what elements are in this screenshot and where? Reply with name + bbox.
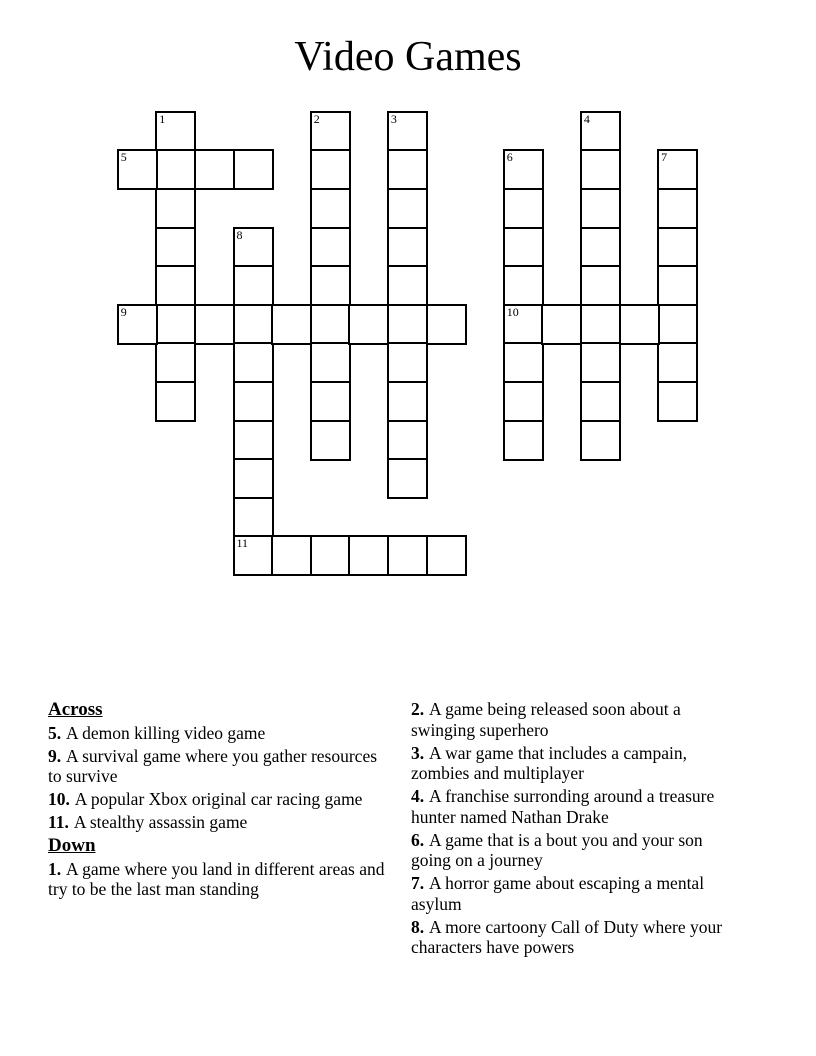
grid-cell[interactable]	[657, 304, 698, 345]
clue-item	[411, 830, 727, 871]
cell-number: 10	[506, 304, 519, 319]
clue-number: 9.	[48, 745, 62, 766]
clues-column-right	[411, 699, 727, 960]
grid-cell[interactable]	[503, 420, 544, 461]
grid-cell[interactable]	[233, 304, 274, 345]
clue-number: 6.	[411, 829, 425, 850]
clue-item	[411, 873, 727, 914]
clue-item	[48, 746, 386, 787]
grid-cell[interactable]	[657, 227, 698, 268]
clue-text: A game that is a bout you and your son going on a journey	[411, 829, 703, 870]
clue-number: 4.	[411, 786, 425, 806]
cell-number: 7	[661, 150, 668, 165]
clue-item	[411, 743, 727, 784]
grid-cell[interactable]	[271, 304, 312, 345]
grid-cell[interactable]	[155, 304, 196, 345]
puzzle-title: Video Games	[294, 34, 522, 80]
grid-cell[interactable]	[387, 149, 428, 190]
grid-cell[interactable]	[580, 111, 621, 152]
grid-cell[interactable]	[426, 304, 467, 345]
clue-text: A demon killing video game	[66, 722, 266, 743]
grid-cell[interactable]	[310, 149, 351, 190]
clue-text: A franchise surronding around a treasure hunter named Nathan Drake	[411, 786, 715, 827]
clue-text: A survival game where you gather resources to survive	[48, 745, 378, 786]
grid-cell[interactable]	[233, 535, 274, 576]
grid-cell[interactable]	[580, 342, 621, 383]
grid-cell[interactable]	[117, 304, 158, 345]
grid-cell[interactable]	[155, 149, 196, 190]
grid-cell[interactable]	[155, 342, 196, 383]
grid-cell[interactable]	[387, 420, 428, 461]
clue-number: 7.	[411, 873, 425, 893]
clue-item	[411, 917, 727, 958]
grid-cell[interactable]	[117, 149, 158, 190]
clue-number: 3.	[411, 742, 425, 763]
grid-cell[interactable]	[348, 535, 389, 576]
cell-number: 5	[120, 150, 127, 165]
clue-number: 11.	[48, 812, 69, 832]
grid-cell[interactable]	[310, 342, 351, 383]
grid-cell[interactable]	[657, 188, 698, 229]
grid-cell[interactable]	[155, 188, 196, 229]
grid-cell[interactable]	[387, 304, 428, 345]
grid-cell[interactable]	[310, 111, 351, 152]
cell-number: 2	[313, 111, 320, 126]
grid-cell[interactable]	[580, 265, 621, 306]
grid-cell[interactable]	[194, 149, 235, 190]
clue-item	[48, 812, 386, 833]
grid-cell[interactable]	[503, 188, 544, 229]
grid-cell[interactable]	[155, 227, 196, 268]
grid-cell[interactable]	[233, 342, 274, 383]
grid-cell[interactable]	[155, 111, 196, 152]
clues-heading-across: Across	[48, 699, 103, 720]
clue-text: A game where you land in different areas and try to be the last man standing	[48, 858, 385, 899]
clue-text: A stealthy assassin game	[73, 812, 248, 832]
grid-cell[interactable]	[387, 342, 428, 383]
clue-text: A more cartoony Call of Duty where your characters have powers	[411, 916, 723, 957]
grid-cell[interactable]	[503, 342, 544, 383]
grid-cell[interactable]	[233, 497, 274, 538]
grid-cell[interactable]	[387, 265, 428, 306]
grid-cell[interactable]	[310, 304, 351, 345]
grid-cell[interactable]	[233, 381, 274, 422]
grid-cell[interactable]	[233, 227, 274, 268]
clue-text: A popular Xbox original car racing game	[74, 789, 363, 809]
clue-item	[48, 859, 386, 900]
grid-cell[interactable]	[541, 304, 582, 345]
grid-cell[interactable]	[310, 265, 351, 306]
clue-number: 2.	[411, 699, 425, 719]
grid-cell[interactable]	[657, 381, 698, 422]
grid-cell[interactable]	[503, 265, 544, 306]
grid-cell[interactable]	[233, 420, 274, 461]
clue-text: A game being released soon about a swinging superhero	[411, 699, 681, 740]
grid-cell[interactable]	[310, 227, 351, 268]
grid-cell[interactable]	[426, 535, 467, 576]
clue-number: 1.	[48, 858, 62, 879]
grid-cell[interactable]	[155, 265, 196, 306]
clues-column-left	[48, 699, 386, 902]
grid-cell[interactable]	[503, 381, 544, 422]
grid-cell[interactable]	[580, 149, 621, 190]
cell-number: 11	[236, 536, 249, 551]
grid-cell[interactable]	[580, 420, 621, 461]
grid-cell[interactable]	[580, 227, 621, 268]
cell-number: 6	[506, 150, 513, 165]
clue-number: 5.	[48, 722, 62, 743]
cell-number: 9	[120, 304, 127, 319]
clue-item	[411, 786, 727, 827]
grid-cell[interactable]	[387, 535, 428, 576]
grid-cell[interactable]	[387, 381, 428, 422]
grid-cell[interactable]	[310, 188, 351, 229]
clue-number: 8.	[411, 916, 425, 937]
grid-cell[interactable]	[233, 458, 274, 499]
grid-cell[interactable]	[310, 381, 351, 422]
clue-item	[48, 723, 386, 744]
grid-cell[interactable]	[271, 535, 312, 576]
grid-cell[interactable]	[580, 188, 621, 229]
cell-number: 3	[390, 111, 397, 126]
grid-cell[interactable]	[387, 111, 428, 152]
grid-cell[interactable]	[233, 149, 274, 190]
grid-cell[interactable]	[310, 535, 351, 576]
clue-text: A horror game about escaping a mental asylum	[411, 873, 705, 914]
grid-cell[interactable]	[503, 304, 544, 345]
grid-cell[interactable]	[619, 304, 660, 345]
grid-cell[interactable]	[387, 227, 428, 268]
cell-number: 1	[159, 111, 166, 126]
grid-cell[interactable]	[155, 381, 196, 422]
clue-item	[48, 789, 386, 810]
grid-cell[interactable]	[657, 265, 698, 306]
grid-cell[interactable]	[580, 304, 621, 345]
grid-cell[interactable]	[310, 420, 351, 461]
grid-cell[interactable]	[233, 265, 274, 306]
grid-cell[interactable]	[580, 381, 621, 422]
clue-text: A war game that includes a campain, zombies and multiplayer	[411, 742, 688, 783]
grid-cell[interactable]	[503, 149, 544, 190]
grid-cell[interactable]	[387, 458, 428, 499]
grid-cell[interactable]	[194, 304, 235, 345]
clues-heading-down: Down	[48, 835, 96, 856]
clue-number: 10.	[48, 789, 70, 809]
grid-cell[interactable]	[387, 188, 428, 229]
clue-item	[411, 699, 727, 740]
grid-cell[interactable]	[348, 304, 389, 345]
cell-number: 4	[583, 111, 590, 126]
grid-cell[interactable]	[657, 149, 698, 190]
grid-cell[interactable]	[503, 227, 544, 268]
cell-number: 8	[236, 227, 243, 242]
grid-cell[interactable]	[657, 342, 698, 383]
